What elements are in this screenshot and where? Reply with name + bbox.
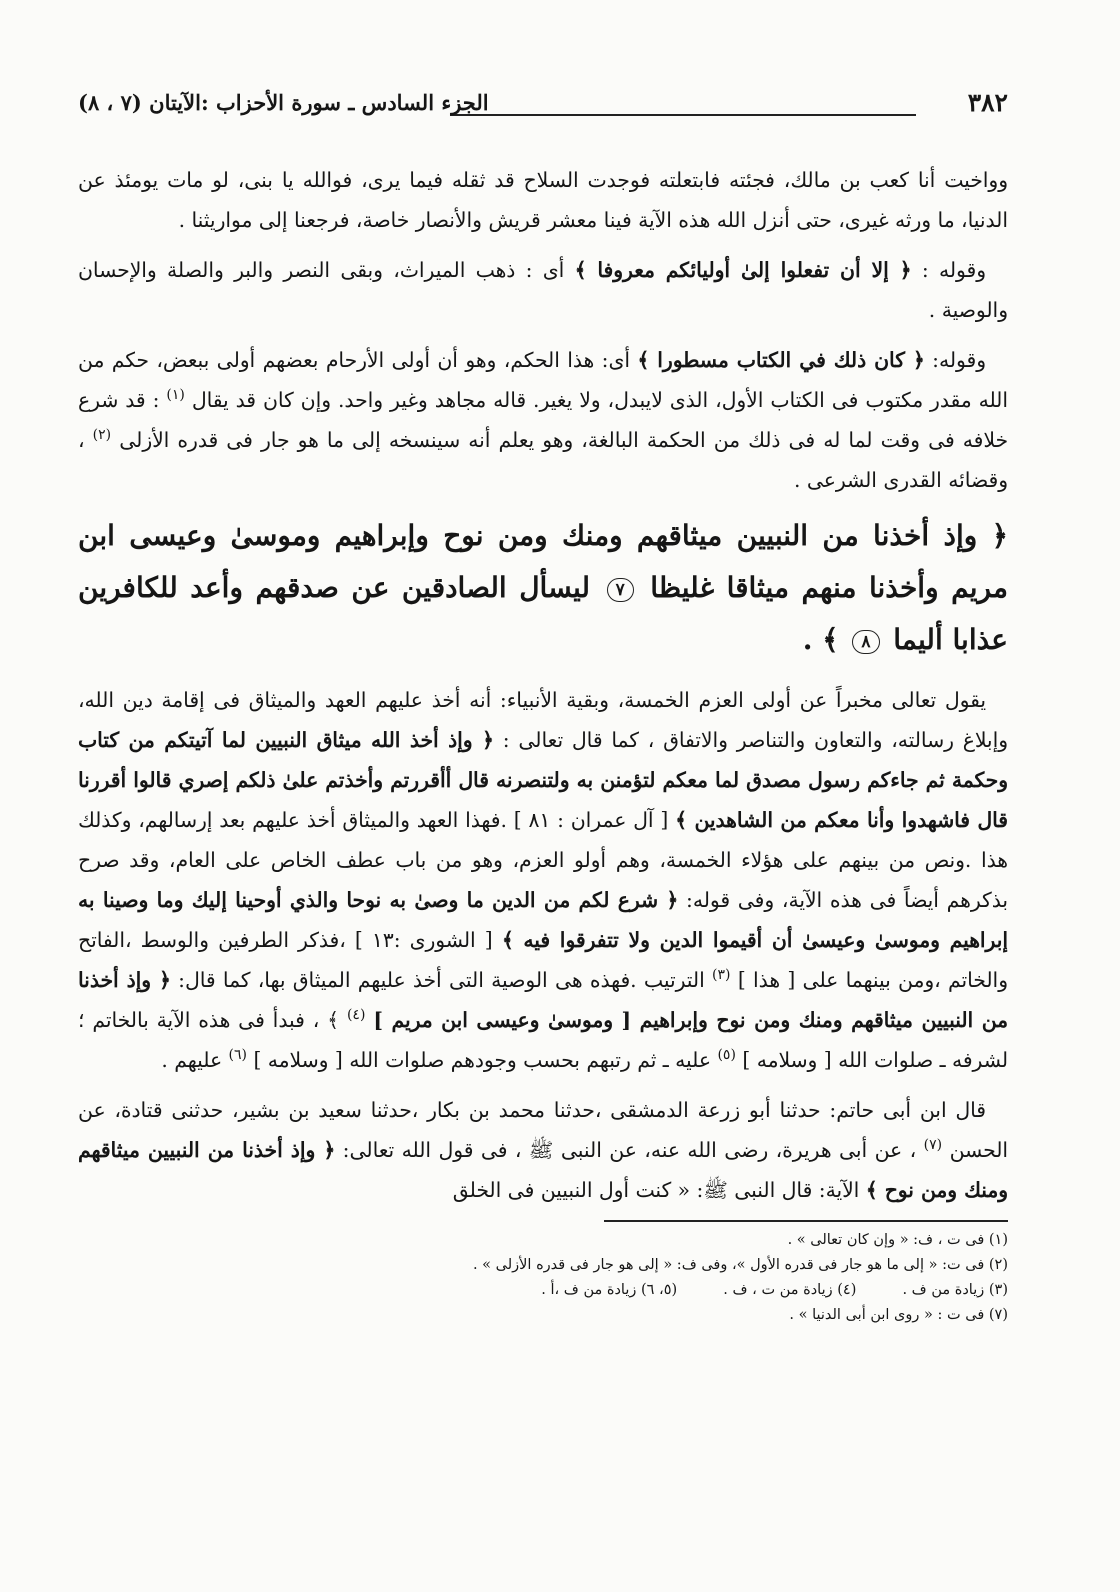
- verse-block: [78, 510, 1008, 666]
- page-number: ٣٨٢: [967, 88, 1008, 117]
- text-span: قال ابن أبى حاتم: حدثنا أبو زرعة الدمشقى ،حدثنا محمد بن بكار ،حدثنا سعيد بن بشير، حدثنى قتادة، عن الحسن: [78, 1098, 1009, 1162]
- text-span: ، وقضائه القدرى الشرعى .: [78, 428, 1008, 492]
- text-span: [ الشورى :١٣ ] ،فذكر الطرفين والوسط ،الفاتح والخاتم ،ومن بينهما على [ هذا ]: [78, 928, 1008, 992]
- text-span: الترتيب .فهذه هى الوصية التى أخذ عليهم الميثاق بها، كما قال:: [170, 968, 705, 992]
- header-rule: [450, 114, 916, 116]
- footnote-ref[interactable]: (٢): [92, 427, 112, 444]
- text-span: أى: هذا الحكم، وهو أن أولى الأرحام بعضهم أولى ببعض، حكم من الله مقدر مكتوب فى الكتاب الأول، الذى لايبدل، ولا يغير. قاله مجاهد وغير واحد. وإن كان قد يقال: [78, 348, 1008, 412]
- footnote-ref[interactable]: (٣): [712, 967, 731, 984]
- text-span: : قد شرع خلافه فى وقت لما له فى ذلك من الحكمة البالغة، وهو يعلم أنه سينسخه إلى ما هو جار فى قدره الأزلى: [78, 388, 1008, 452]
- footnote-ref[interactable]: (٤): [346, 1007, 366, 1024]
- footnote-2: (٢) فى ت: « إلى ما هو جار فى قدره الأول »، وفى ف: « إلى هو جار فى قدره الأزلى » .: [472, 1257, 1008, 1273]
- verse-text: ليسأل الصادقين عن صدقهم وأعد للكافرين عذابا أليما: [78, 571, 1008, 656]
- quran-quote: ﴿ كان ذلك في الكتاب مسطورا ﴾: [637, 348, 925, 372]
- text-span: وقوله :: [921, 258, 986, 282]
- footnote-7: (٧) فى ت : « روى ابن أبى الدنيا » .: [789, 1307, 1008, 1323]
- footnote-ref[interactable]: (٦): [228, 1047, 247, 1064]
- footnote-4: (٤) زيادة من ت ، ف .: [723, 1282, 857, 1298]
- quran-quote: ﴿ وإذ أخذنا من النبيين ميثاقهم ومنك ومن نوح ﴾: [78, 1138, 1008, 1202]
- verse-text: ﴾ .: [802, 623, 839, 656]
- book-page: [78, 84, 1008, 1328]
- ayah-number-marker: ٨: [852, 630, 879, 654]
- text-span: يقول تعالى مخبراً عن أولى العزم الخمسة، وبقية الأنبياء: أنه أخذ عليهم العهد والميثاق فى إقامة دين الله، وإبلاغ رسالته، والتعاون والتناصر والاتفاق ، كما قال تعالى :: [78, 688, 1009, 752]
- verse-text: ﴿ وإذ أخذنا من النبيين ميثاقهم ومنك ومن نوح وإبراهيم وموسىٰ وعيسى ابن مريم وأخذنا منهم ميثاقا غليظا: [78, 519, 1009, 604]
- footnote-3-4-5-6: [78, 1278, 1008, 1303]
- paragraph-2: [78, 250, 1008, 330]
- quran-quote: ﴿ وإذ أخذنا من النبيين ميثاقهم ومنك ومن نوح وإبراهيم [ وموسىٰ وعيسى ابن مريم ]: [78, 968, 1009, 1032]
- footnote-ref[interactable]: (١): [166, 387, 185, 404]
- paragraph-3: [78, 340, 1008, 500]
- footnote-ref[interactable]: (٧): [923, 1137, 943, 1154]
- text-span: الآية: قال النبى ﷺ: « كنت أول النبيين فى الخلق: [452, 1178, 860, 1202]
- footnote-rule: [604, 1220, 1008, 1222]
- text-span: عليهم .: [161, 1048, 223, 1072]
- text-span: [ آل عمران : ٨١ ] .فهذا العهد والميثاق أخذ عليهم بعد إرسالهم، وكذلك هذا .ونص من بينهم على هؤلاء الخمسة، وهم أولو العزم، وهو من باب عطف الخاص على العام، وقد صرح بذكرهم أيضاً فى هذه الآية، وفى قوله:: [78, 808, 1008, 912]
- page-body: [78, 160, 1008, 1210]
- ayah-number-marker: ٧: [607, 578, 634, 602]
- footnote-ref[interactable]: (٥): [717, 1047, 736, 1064]
- text-span: عليه ـ ثم رتبهم بحسب وجودهم صلوات الله [ وسلامه ]: [247, 1048, 711, 1072]
- footnotes: [78, 1228, 1008, 1328]
- quran-quote: ﴿ وإذ أخذ الله ميثاق النبيين لما آتيتكم من كتاب وحكمة ثم جاءكم رسول مصدق لما معكم لتؤمنن به ولتنصرنه قال أأقررتم وأخذتم علىٰ ذلكم إصري قالوا أقررنا قال فاشهدوا وأنا معكم من الشاهدين ﴾: [78, 728, 1009, 832]
- paragraph-5: [78, 1090, 1008, 1210]
- quran-quote: ﴿ إلا أن تفعلوا إلىٰ أوليائكم معروفا ﴾: [574, 258, 912, 282]
- text-span: وقوله:: [932, 348, 987, 372]
- paragraph-4: [78, 680, 1008, 1080]
- text-span: أى : ذهب الميراث، وبقى النصر والبر والصلة والإحسان والوصية .: [78, 258, 1008, 322]
- page-header: [78, 84, 1008, 128]
- running-title: الجزء السادس ـ سورة الأحزاب :الآيتان (٧ ، ٨): [78, 90, 489, 115]
- footnote-3: (٣) زيادة من ف .: [902, 1282, 1008, 1298]
- footnote-1: (١) فى ت ، ف: « وإن كان تعالى » .: [787, 1232, 1008, 1248]
- quran-quote: ﴿ شرع لكم من الدين ما وصىٰ به نوحا والذي أوحينا إليك وما وصينا به إبراهيم وموسىٰ وعيسىٰ أن أقيموا الدين ولا تتفرقوا فيه ﴾: [78, 888, 1009, 952]
- text-span: ﴾ ، فبدأ فى هذه الآية بالخاتم ؛لشرفه ـ صلوات الله [ وسلامه ]: [78, 1008, 1008, 1072]
- paragraph-1: وواخيت أنا كعب بن مالك، فجئته فابتعلته فوجدت السلاح قد ثقله فيما يرى، فوالله يا بنى، لو مات يومئذ عن الدنيا، ما ورثه غيرى، حتى أنزل الله هذه الآية فينا معشر قريش والأنصار خاصة، فرجعنا إلى مواريثنا .: [78, 168, 1008, 232]
- footnote-5-6: (٥، ٦) زيادة من ف ،أ .: [541, 1282, 678, 1298]
- text-span: ، عن أبى هريرة، رضى الله عنه، عن النبى ﷺ ، فى قول الله تعالى:: [335, 1138, 917, 1162]
